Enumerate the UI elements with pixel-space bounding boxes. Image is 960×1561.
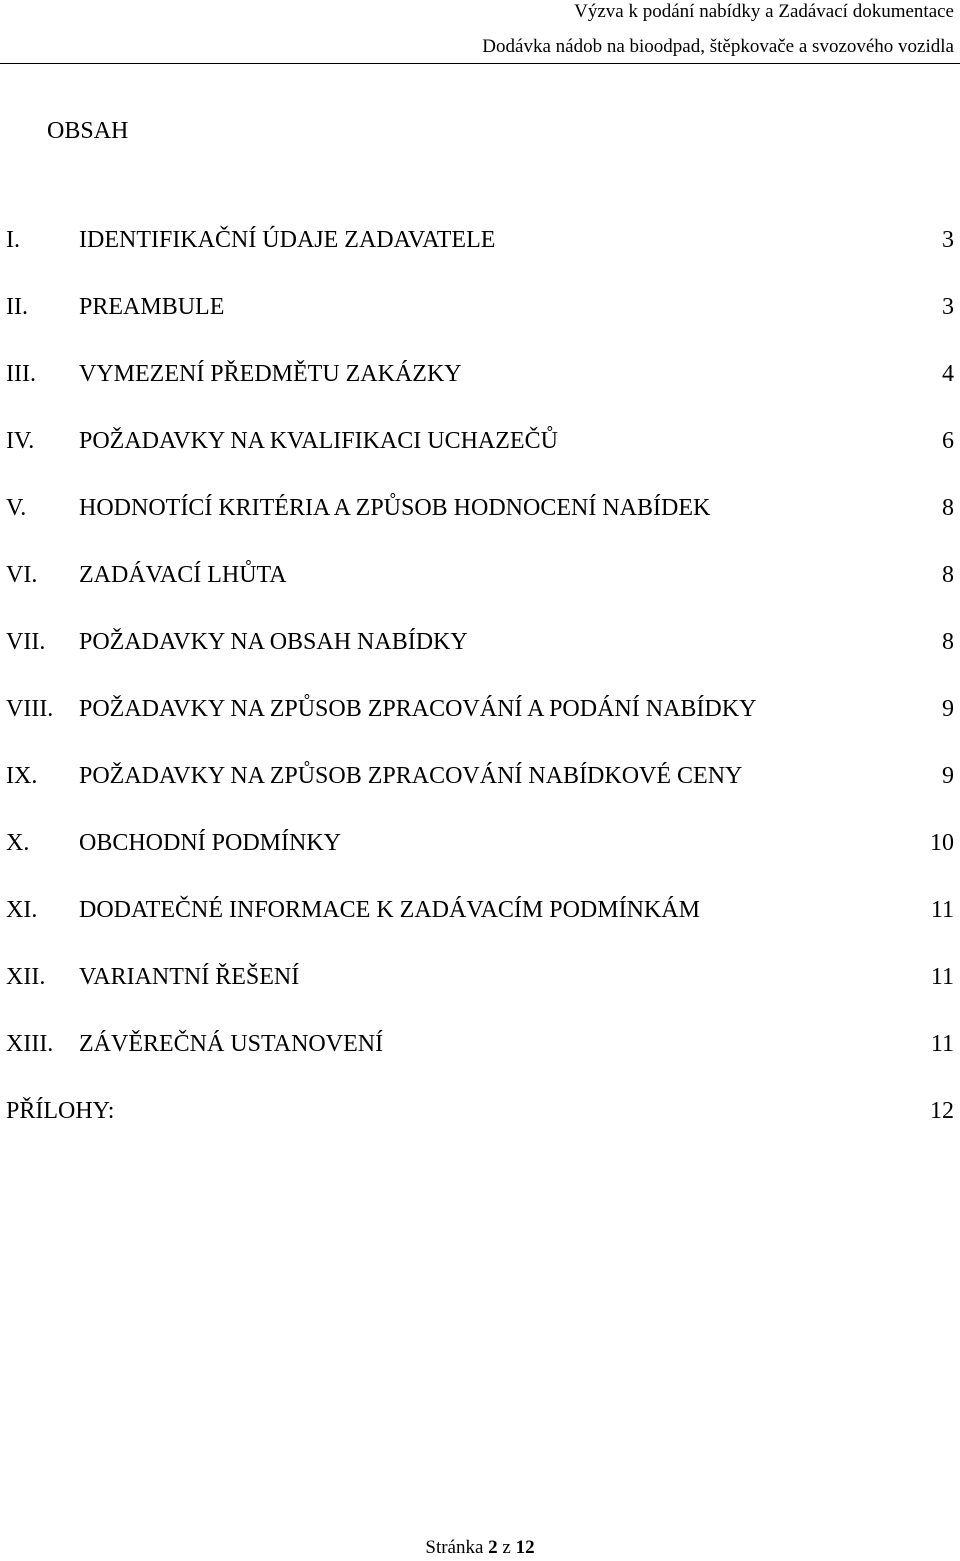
toc-item[interactable]: [0, 959, 960, 1026]
footer-total-pages: 12: [515, 1537, 535, 1558]
toc-item[interactable]: [0, 356, 960, 423]
toc-item-title: DODATEČNÉ INFORMACE K ZADÁVACÍM PODMÍNKÁM: [79, 897, 700, 923]
header-project-name: Dodávka nádob na bioodpad, štěpkovače a svozového vozidla: [482, 36, 954, 57]
toc-item-number: VI.: [6, 562, 38, 588]
toc-item-page: 11: [930, 897, 954, 923]
toc-item-title: POŽADAVKY NA KVALIFIKACI UCHAZEČŮ: [79, 428, 558, 454]
toc-item-page: 11: [930, 1031, 954, 1057]
toc-item-title: VYMEZENÍ PŘEDMĚTU ZAKÁZKY: [79, 361, 462, 387]
footer-current-page: 2: [488, 1537, 498, 1558]
toc-item[interactable]: [0, 758, 960, 825]
toc-item-title: IDENTIFIKAČNÍ ÚDAJE ZADAVATELE: [79, 227, 496, 253]
toc-item-title: ZÁVĚREČNÁ USTANOVENÍ: [79, 1031, 384, 1057]
toc-item-number: XIII.: [6, 1031, 54, 1057]
toc-item-number: VII.: [6, 629, 46, 655]
toc-title: OBSAH: [47, 118, 129, 144]
toc-appendix-item[interactable]: [0, 1093, 960, 1129]
toc-item-title: ZADÁVACÍ LHŮTA: [79, 562, 287, 588]
toc-item[interactable]: [0, 490, 960, 557]
page-footer: [0, 1537, 960, 1559]
footer-page-separator: z: [502, 1537, 511, 1558]
toc-item[interactable]: [0, 691, 960, 758]
toc-item-number: I.: [6, 227, 20, 253]
toc-item-page: 6: [942, 428, 954, 454]
toc-item-number: X.: [6, 830, 30, 856]
toc-item-page: 4: [942, 361, 954, 387]
footer-page-prefix: Stránka: [425, 1537, 484, 1558]
toc-item-page: 9: [942, 763, 954, 789]
toc-item[interactable]: [0, 892, 960, 959]
toc-item[interactable]: [0, 289, 960, 356]
toc-item-number: III.: [6, 361, 36, 387]
toc-item-title: PREAMBULE: [79, 294, 225, 320]
toc-item-page: 11: [930, 964, 954, 990]
toc-item-page: 8: [942, 629, 954, 655]
toc-item-page: 8: [942, 495, 954, 521]
toc-item-title: VARIANTNÍ ŘEŠENÍ: [79, 964, 300, 990]
toc-item[interactable]: [0, 222, 960, 289]
toc-item-number: XI.: [6, 897, 38, 923]
toc-item-title: HODNOTÍCÍ KRITÉRIA A ZPŮSOB HODNOCENÍ NABÍDEK: [79, 495, 711, 521]
toc-item[interactable]: [0, 557, 960, 624]
toc-item[interactable]: [0, 624, 960, 691]
toc-item-page: 10: [930, 830, 954, 856]
toc-item-page: 8: [942, 562, 954, 588]
header-divider: [0, 63, 960, 64]
toc-item-number: II.: [6, 294, 28, 320]
toc-item[interactable]: [0, 1026, 960, 1093]
toc-item-number: IX.: [6, 763, 38, 789]
appendix-page: 12: [930, 1098, 954, 1124]
appendix-label: PŘÍLOHY:: [6, 1098, 115, 1124]
toc-item-title: POŽADAVKY NA ZPŮSOB ZPRACOVÁNÍ A PODÁNÍ NABÍDKY: [79, 696, 757, 722]
table-of-contents: [0, 222, 960, 1093]
toc-item-number: XII.: [6, 964, 46, 990]
toc-item-title: OBCHODNÍ PODMÍNKY: [79, 830, 342, 856]
toc-item[interactable]: [0, 825, 960, 892]
toc-item-number: IV.: [6, 428, 35, 454]
toc-item-page: 3: [942, 227, 954, 253]
toc-item-number: V.: [6, 495, 27, 521]
toc-item-title: POŽADAVKY NA OBSAH NABÍDKY: [79, 629, 468, 655]
toc-item[interactable]: [0, 423, 960, 490]
toc-item-page: 9: [942, 696, 954, 722]
toc-item-title: POŽADAVKY NA ZPŮSOB ZPRACOVÁNÍ NABÍDKOVÉ CENY: [79, 763, 743, 789]
header-document-title: Výzva k podání nabídky a Zadávací dokumentace: [574, 1, 954, 22]
toc-item-number: VIII.: [6, 696, 54, 722]
toc-item-page: 3: [942, 294, 954, 320]
